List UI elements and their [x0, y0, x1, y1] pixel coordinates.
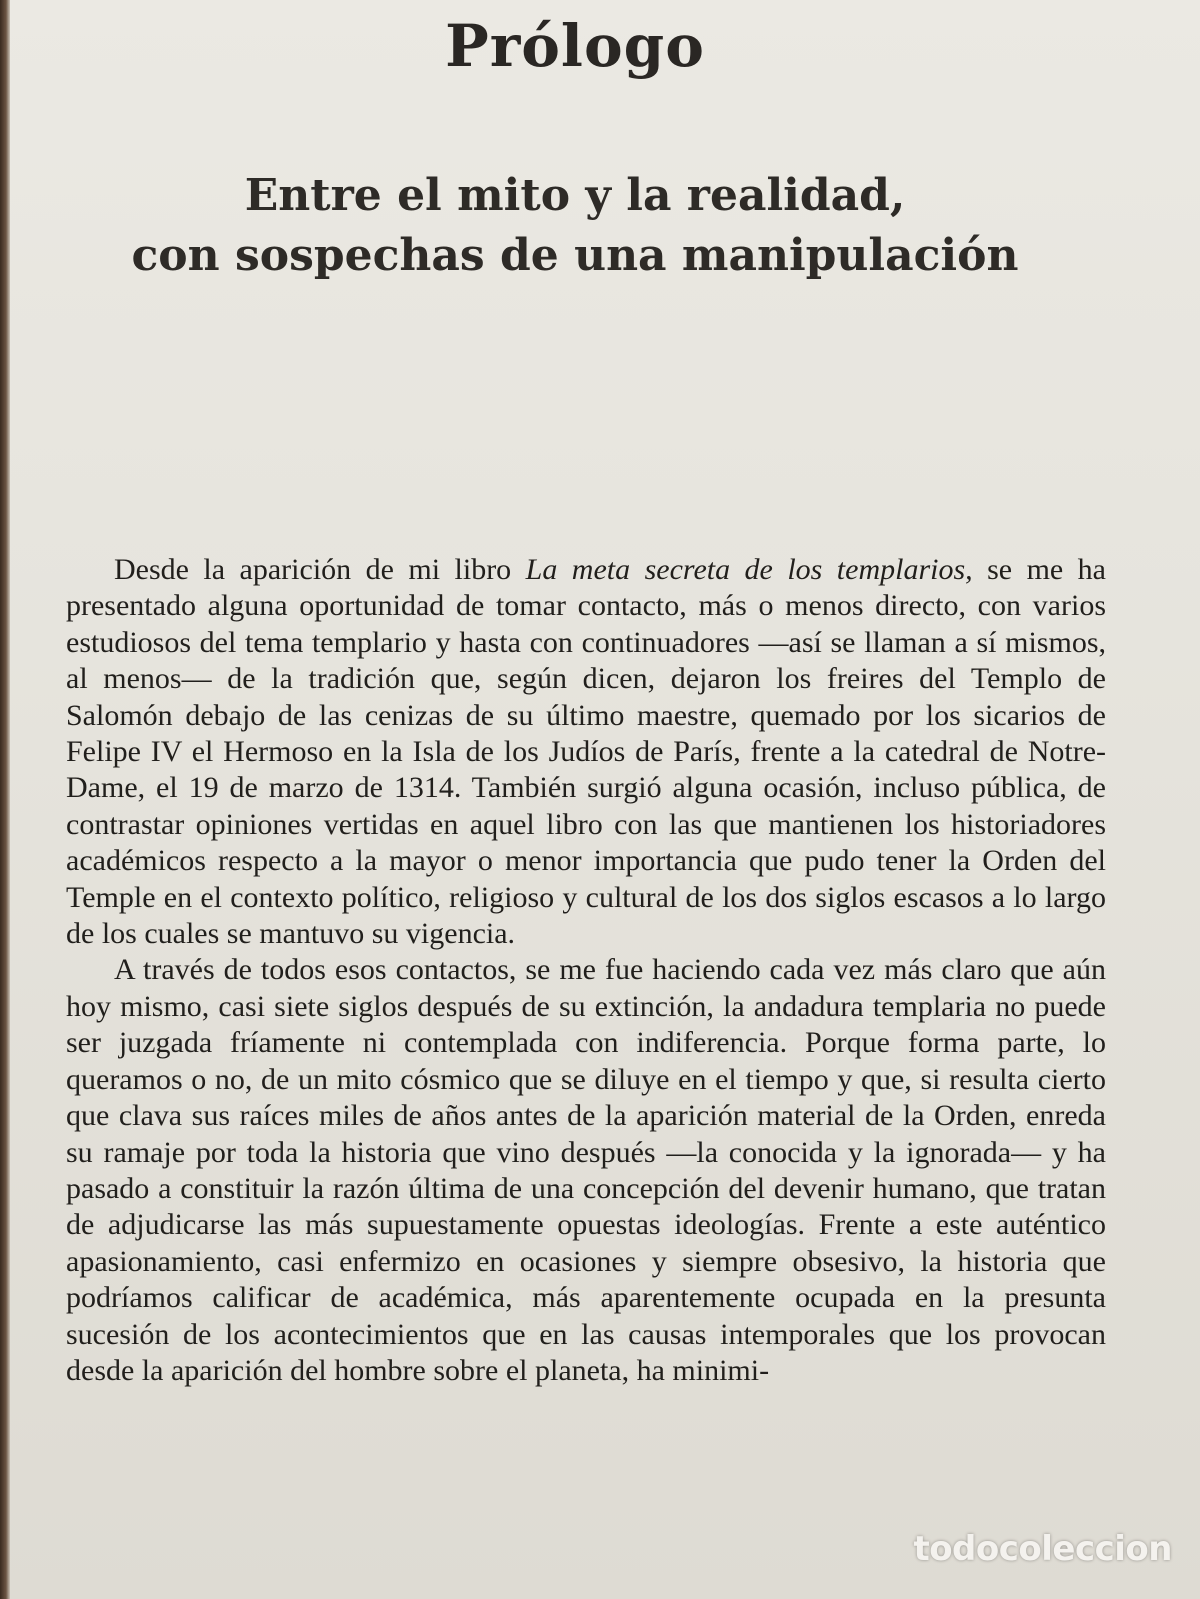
paragraph-1-start: Desde la aparición de mi libro	[114, 553, 526, 586]
book-title-reference: La meta secreta de los templarios,	[525, 553, 973, 586]
paragraph-1-rest: se me ha presentado alguna oportunidad de tomar contacto, más o menos directo, con varios estudiosos del tema templario y hasta con continuadores —así se llaman a sí mismos, al menos— de la tradición que, según dicen, dejaron los freires del Templo de Salomón debajo de las cenizas de su último maestre, quemado por los sicarios de Felipe IV el Hermoso en la Isla de los Judíos de París, frente a la catedral de Notre-Dame, el 19 de marzo de 1314. También surgió alguna ocasión, incluso pública, de contrastar opiniones vertidas en aquel libro con las que mantienen los historiadores académicos respecto a la mayor o menor importancia que pudo tener la Orden del Temple en el contexto político, religioso y cultural de los dos siglos escasos a lo largo de los cuales se mantuvo su vigencia.	[66, 553, 1106, 951]
subtitle-line-1: Entre el mito y la realidad,	[244, 170, 906, 221]
chapter-subtitle	[10, 166, 1140, 286]
body-text	[66, 552, 1106, 1389]
book-spine-edge	[0, 0, 10, 1599]
watermark-logo: todocoleccion	[913, 1529, 1172, 1569]
subtitle-line-2: con sospechas de una manipulación	[131, 230, 1019, 281]
paragraph-1	[66, 552, 1106, 952]
chapter-title: Prólogo	[445, 12, 705, 80]
paragraph-2: A través de todos esos contactos, se me fue haciendo cada vez más claro que aún hoy mismo, casi siete siglos después de su extinción, la andadura templaria no puede ser juzgada fríamente ni contemplada con indiferencia. Porque forma parte, lo queramos o no, de un mito cósmico que se diluye en el tiempo y que, si resulta cierto que clava sus raíces miles de años antes de la aparición material de la Orden, enreda su ramaje por toda la historia que vino después —la conocida y la ignorada— y ha pasado a constituir la razón última de una concepción del devenir humano, que tratan de adjudicarse las más supuestamente opuestas ideologías. Frente a este auténtico apasionamiento, casi enfermizo en ocasiones y siempre obsesivo, la historia que podríamos calificar de académica, más aparentemente ocupada en la presunta sucesión de los acontecimientos que en las causas intemporales que los provocan desde la aparición del hombre sobre el planeta, ha minimi-	[66, 953, 1106, 1387]
book-page	[10, 0, 1200, 1599]
